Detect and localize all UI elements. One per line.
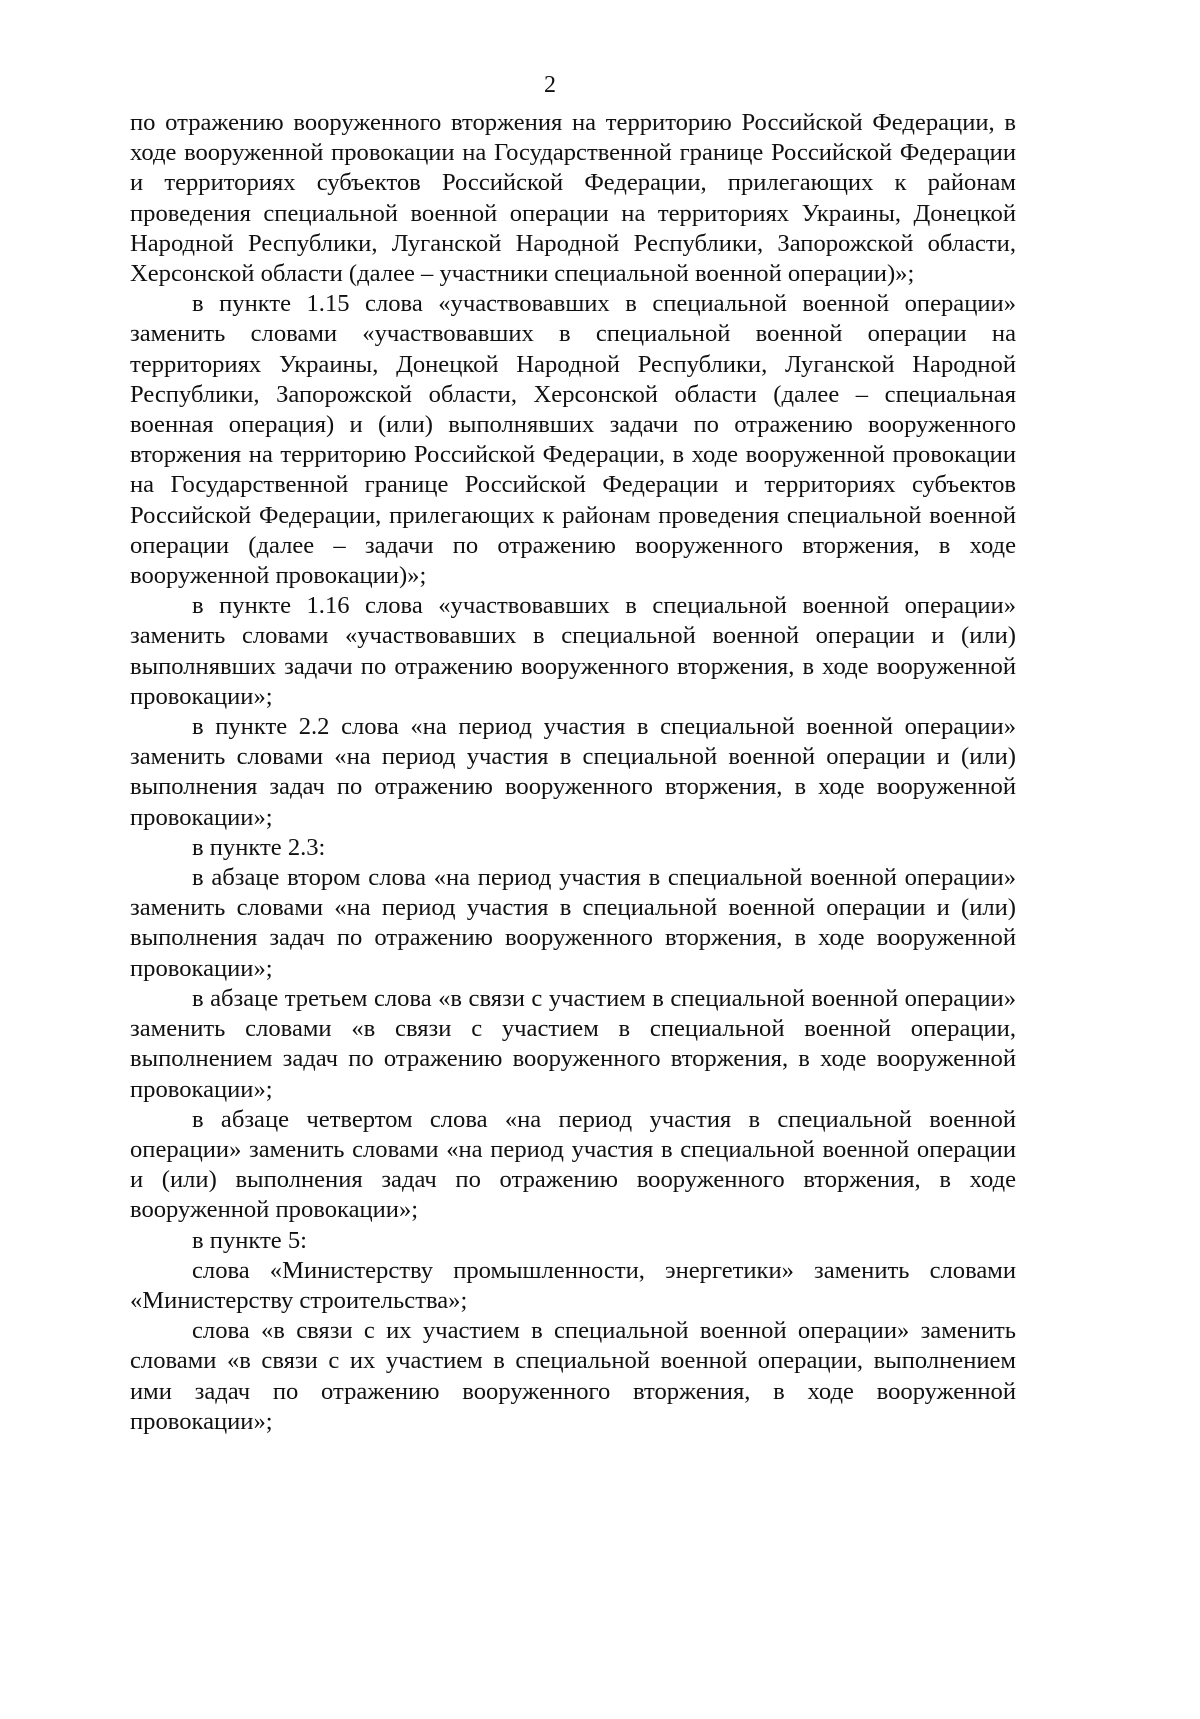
paragraph-item-2-3-third: в абзаце третьем слова «в связи с участием в специальной военной операции» заменить словами «в связи с участием в специальной военной операции, выполнением задач по отражению вооруженного вторжения, в ходе вооруженной провокации»; [130, 984, 1016, 1103]
paragraph-item-5-heading: в пункте 5: [192, 1226, 307, 1254]
paragraph-item-1-16: в пункте 1.16 слова «участвовавших в специальной военной операции» заменить словами «участвовавших в специальной военной операции и (или) выполнявших задачи по отражению вооруженного вторжения, в ходе вооруженной провокации»; [130, 592, 1016, 710]
paragraph-item-2-3-second: в абзаце втором слова «на период участия в специальной военной операции» заменить словами «на период участия в специальной военной операции и (или) выполнения задач по отражению вооруженного вторжения, в ходе вооруженной провокации»; [130, 864, 1016, 982]
paragraph-item-2-3-fourth: в абзаце четвертом слова «на период участия в специальной военной операции» заменить словами «на период участия в специальной военной операции и (или) выполнения задач по отражению вооруженного вторжения, в ходе вооруженной провокации»; [130, 1105, 1016, 1224]
paragraph-item-5-participation: слова «в связи с их участием в специальной военной операции» заменить словами «в связи с их участием в специальной военной операции, выполнением ими задач по отражению вооруженного вторжения, в ходе вооруженной провокации»; [130, 1317, 1016, 1435]
page-number: 2 [544, 72, 556, 98]
paragraph-item-2-3-heading: в пункте 2.3: [192, 833, 326, 861]
paragraph-item-1-15: в пункте 1.15 слова «участвовавших в специальной военной операции» заменить словами «участвовавших в специальной военной операции на территориях Украины, Донецкой Народной Республики, Луганской Народной Республики, Запорожской области, Херсонской области (далее – специальная военная операция) и (или) выполнявших задачи по отражению вооруженного вторжения на территорию Российской Федерации, в ходе вооруженной провокации на Государственной границе Российской Федерации и территориях субъектов Российской Федерации, прилегающих к районам проведения специальной военной операции (далее – задачи по отражению вооруженного вторжения, в ходе вооруженной провокации)»; [130, 290, 1016, 590]
paragraph-continued: по отражению вооруженного вторжения на территорию Российской Федерации, в ходе вооруженной провокации на Государственной границе Российской Федерации и территориях субъектов Российской Федерации, прилегающих к районам проведения специальной военной операции на территориях Украины, Донецкой Народной Республики, Луганской Народной Республики, Запорожской области, Херсонской области (далее – участники специальной военной операции)»; [130, 109, 1016, 288]
paragraph-item-2-2: в пункте 2.2 слова «на период участия в специальной военной операции» заменить словами «на период участия в специальной военной операции и (или) выполнения задач по отражению вооруженного вторжения, в ходе вооруженной провокации»; [130, 713, 1016, 831]
document-body [130, 108, 1016, 1437]
paragraph-item-5-ministry: слова «Министерству промышленности, энергетики» заменить словами «Министерству строительства»; [130, 1256, 1016, 1314]
